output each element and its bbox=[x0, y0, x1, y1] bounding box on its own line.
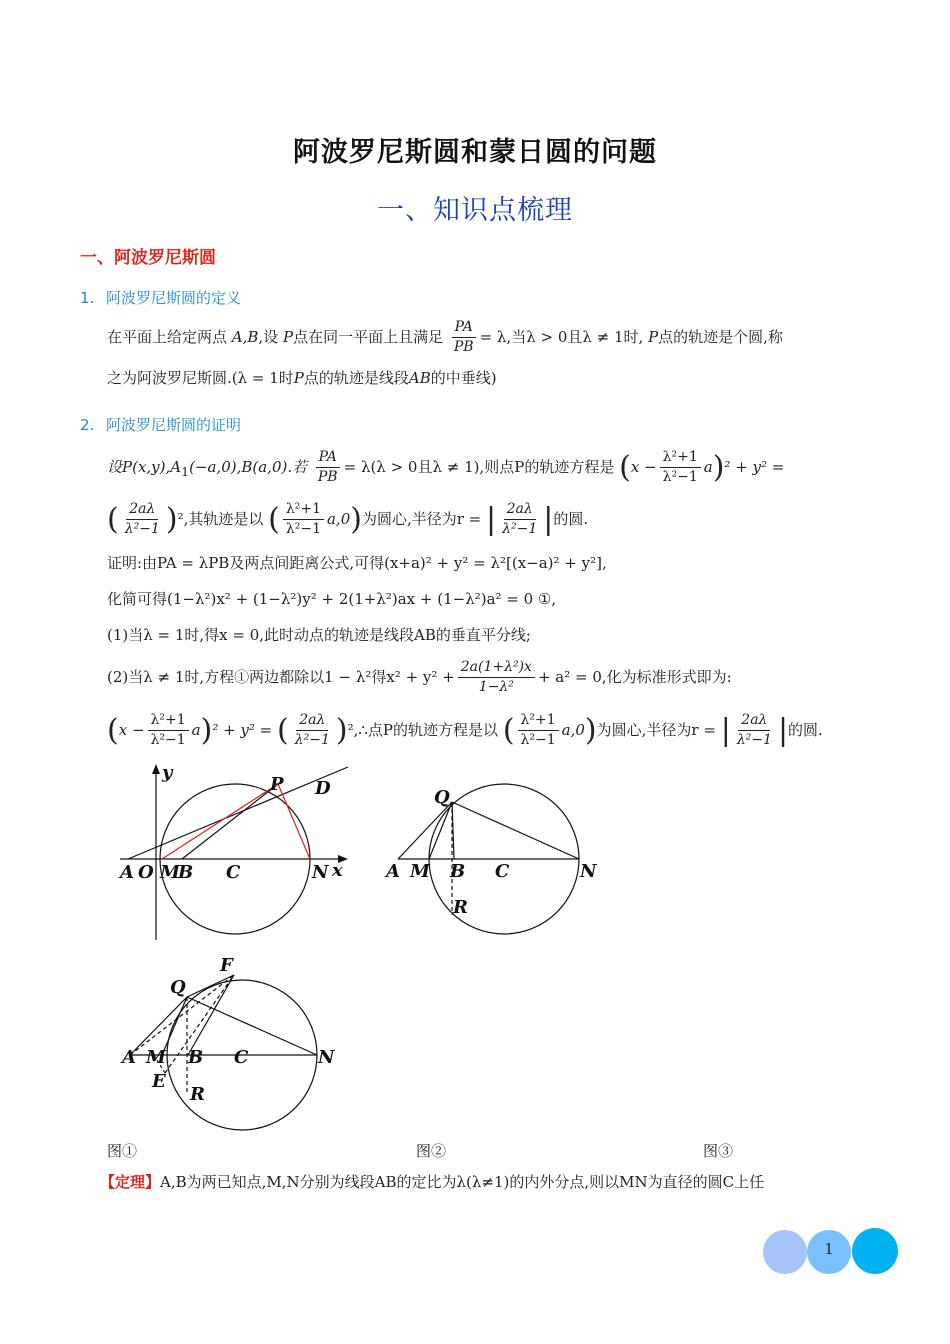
page-badge-circle-right bbox=[852, 1228, 898, 1274]
fraction bbox=[458, 660, 535, 696]
fig1-label-b: B bbox=[178, 862, 194, 883]
numerator: PA bbox=[316, 450, 340, 468]
denominator: λ²−1 bbox=[285, 521, 321, 538]
math: P bbox=[293, 369, 304, 387]
fig3-label-n: N bbox=[318, 1047, 335, 1068]
proof-line-3: 证明:由PA = λPB及两点间距离公式,可得(x+a)² + y² = λ²[(x−a)² + y²], bbox=[107, 554, 607, 572]
numerator: λ²+1 bbox=[148, 713, 189, 731]
subsection-title: 阿波罗尼斯圆的证明 bbox=[106, 416, 242, 434]
proof-line-7 bbox=[107, 713, 823, 749]
fig2-label-q: Q bbox=[434, 787, 450, 808]
text: x − bbox=[118, 720, 145, 739]
text: 的圆. bbox=[788, 720, 823, 739]
fig1-label-n: N bbox=[312, 862, 329, 883]
right-paren: ) bbox=[165, 501, 178, 537]
figure-1 bbox=[110, 760, 360, 945]
text: a bbox=[703, 457, 713, 476]
proof-line-6 bbox=[107, 660, 732, 696]
proof-line-4: 化简可得(1−λ²)x² + (1−λ²)y² + 2(1+λ²)ax + (1−λ²)a² = 0 ①, bbox=[107, 590, 557, 608]
line-nq bbox=[452, 802, 579, 859]
page-number: 1 bbox=[824, 1240, 834, 1258]
fig3-label-c: C bbox=[234, 1047, 249, 1068]
line-mq bbox=[429, 802, 452, 859]
fig3-label-m: M bbox=[146, 1047, 166, 1068]
fig2-label-n: N bbox=[580, 861, 597, 882]
text: ²,∴点P的轨迹方程是以 bbox=[347, 720, 499, 739]
text: 的圆. bbox=[553, 509, 589, 528]
abs-bar: | bbox=[720, 712, 731, 748]
text: (−a,0),B(a,0).若 bbox=[189, 457, 308, 476]
text: 点在同一平面上且满足 bbox=[293, 327, 444, 346]
proof-line-1 bbox=[107, 450, 784, 486]
right-paren: ) bbox=[584, 712, 597, 748]
text: a,0 bbox=[561, 720, 585, 739]
abs-bar: | bbox=[777, 712, 789, 748]
y-axis-arrow bbox=[152, 764, 160, 774]
fraction bbox=[660, 450, 701, 486]
denominator: PB bbox=[317, 469, 338, 486]
figure-3 bbox=[110, 955, 350, 1135]
numerator: 2aλ bbox=[296, 713, 328, 731]
caption-figure-3: 图③ bbox=[703, 1142, 734, 1160]
fraction bbox=[292, 713, 333, 749]
fraction bbox=[315, 450, 341, 486]
denominator: λ²−1 bbox=[150, 732, 186, 749]
figure-2 bbox=[380, 775, 620, 945]
denominator: 1−λ² bbox=[478, 679, 514, 696]
fig3-label-a: A bbox=[122, 1047, 136, 1068]
text: 在平面上给定两点 bbox=[107, 327, 228, 346]
line-mp bbox=[162, 784, 278, 859]
right-paren: ) bbox=[200, 712, 213, 748]
fig2-label-c: C bbox=[495, 861, 510, 882]
denominator: λ²−1 bbox=[124, 521, 160, 538]
line-aq bbox=[398, 802, 452, 859]
text: (2)当λ ≠ 1时,方程①两边都除以1 − λ²得x² + y² + bbox=[107, 667, 455, 686]
caption-figure-2: 图② bbox=[416, 1142, 447, 1160]
math: A,B bbox=[231, 327, 259, 346]
left-paren: ( bbox=[502, 712, 515, 748]
right-paren: ) bbox=[712, 449, 725, 485]
subsection-definition bbox=[80, 287, 241, 308]
text: ² + y² = bbox=[212, 720, 273, 739]
left-paren: ( bbox=[268, 501, 280, 537]
numerator: 2aλ bbox=[126, 502, 158, 520]
math: AB bbox=[408, 369, 431, 387]
text: 的中垂线) bbox=[430, 369, 497, 387]
denominator: λ²−1 bbox=[502, 521, 538, 538]
fig2-label-a: A bbox=[386, 861, 400, 882]
numerator: λ²+1 bbox=[518, 713, 559, 731]
right-paren: ) bbox=[350, 501, 362, 537]
fraction bbox=[148, 713, 189, 749]
theorem-text: A,B为两已知点,M,N分别为线段AB的定比为λ(λ≠1)的内外分点,则以MN为直径的圆C上任 bbox=[160, 1173, 765, 1191]
section-heading-apollonius: 一、阿波罗尼斯圆 bbox=[80, 248, 216, 268]
fig3-label-b: B bbox=[188, 1047, 204, 1068]
fig2-label-r: R bbox=[453, 897, 468, 918]
line-np bbox=[278, 784, 310, 859]
document-title: 阿波罗尼斯圆和蒙日圆的问题 bbox=[293, 137, 657, 168]
fig1-label-y: y bbox=[162, 762, 173, 783]
text: 点的轨迹是个圆,称 bbox=[658, 327, 783, 346]
numerator: PA bbox=[452, 320, 476, 338]
text: x − bbox=[630, 457, 657, 476]
subscript: 1 bbox=[181, 463, 190, 479]
fig1-label-x: x bbox=[332, 860, 343, 881]
text: 为圆心,半径为r = bbox=[596, 720, 716, 739]
text: 之为阿波罗尼斯圆.(λ = 1时 bbox=[107, 369, 294, 387]
fig3-label-r: R bbox=[190, 1084, 205, 1105]
text: = λ(λ > 0且λ ≠ 1),则点P的轨迹方程是 bbox=[343, 457, 615, 476]
text: ²,其轨迹是以 bbox=[177, 509, 264, 528]
text: ² + y² = bbox=[724, 457, 785, 476]
proof-line-5: (1)当λ = 1时,得x = 0,此时动点的轨迹是线段AB的垂直平分线; bbox=[107, 626, 531, 644]
fig1-label-o: O bbox=[138, 862, 154, 883]
text: + a² = 0,化为标准形式即为: bbox=[537, 667, 732, 686]
denominator: λ²−1 bbox=[294, 732, 330, 749]
fig2-label-m: M bbox=[410, 861, 430, 882]
text: a,0 bbox=[326, 509, 351, 528]
fraction bbox=[518, 713, 559, 749]
theorem-label: 【定理】 bbox=[100, 1173, 161, 1191]
numerator: 2aλ bbox=[738, 713, 770, 731]
subsection-proof bbox=[80, 414, 241, 435]
denominator: λ²−1 bbox=[520, 732, 556, 749]
proof-line-2 bbox=[107, 502, 588, 538]
fraction bbox=[734, 713, 775, 749]
subsection-title: 阿波罗尼斯圆的定义 bbox=[106, 289, 242, 307]
abs-bar: | bbox=[486, 501, 497, 537]
left-paren: ( bbox=[619, 449, 631, 485]
text: = λ,当λ > 0且λ ≠ 1时, bbox=[479, 327, 644, 346]
numerator: 2a(1+λ²)x bbox=[458, 660, 535, 678]
text: ,设 bbox=[258, 327, 279, 346]
fig1-label-c: C bbox=[226, 862, 241, 883]
fraction bbox=[499, 502, 540, 538]
left-paren: ( bbox=[107, 712, 119, 748]
fig1-label-d: D bbox=[315, 778, 331, 799]
definition-line-1 bbox=[107, 320, 783, 356]
fraction bbox=[451, 320, 477, 356]
fig3-label-q: Q bbox=[170, 977, 186, 998]
denominator: λ²−1 bbox=[662, 469, 698, 486]
theorem-line bbox=[100, 1175, 764, 1190]
fraction bbox=[122, 502, 163, 538]
numerator: λ²+1 bbox=[660, 450, 701, 468]
text: 为圆心,半径为r = bbox=[361, 509, 482, 528]
subsection-number: 2. bbox=[80, 416, 95, 434]
left-paren: ( bbox=[107, 501, 119, 537]
fig1-label-m: M bbox=[160, 862, 180, 883]
numerator: 2aλ bbox=[504, 502, 536, 520]
abs-bar: | bbox=[543, 501, 554, 537]
math: P bbox=[282, 327, 294, 346]
fig3-label-f: F bbox=[220, 955, 233, 976]
fraction bbox=[283, 502, 324, 538]
right-paren: ) bbox=[335, 712, 348, 748]
text: a bbox=[191, 720, 201, 739]
caption-figure-1: 图① bbox=[107, 1142, 138, 1160]
left-paren: ( bbox=[277, 712, 289, 748]
denominator: PB bbox=[453, 339, 474, 356]
subsection-number: 1. bbox=[80, 289, 95, 307]
fig1-label-p: P bbox=[270, 774, 284, 795]
definition-line-2 bbox=[107, 371, 497, 386]
numerator: λ²+1 bbox=[283, 502, 324, 520]
fig2-label-b: B bbox=[450, 861, 466, 882]
line-qn bbox=[187, 997, 317, 1055]
denominator: λ²−1 bbox=[736, 732, 772, 749]
fig1-label-a: A bbox=[120, 862, 134, 883]
section-heading-knowledge: 一、知识点梳理 bbox=[377, 195, 573, 226]
math: P bbox=[648, 327, 659, 346]
text: 设P(x,y),A bbox=[107, 457, 182, 476]
fig3-label-e: E bbox=[152, 1071, 166, 1092]
page-badge-circle-left bbox=[763, 1230, 807, 1274]
text: 点的轨迹是线段 bbox=[303, 369, 409, 387]
